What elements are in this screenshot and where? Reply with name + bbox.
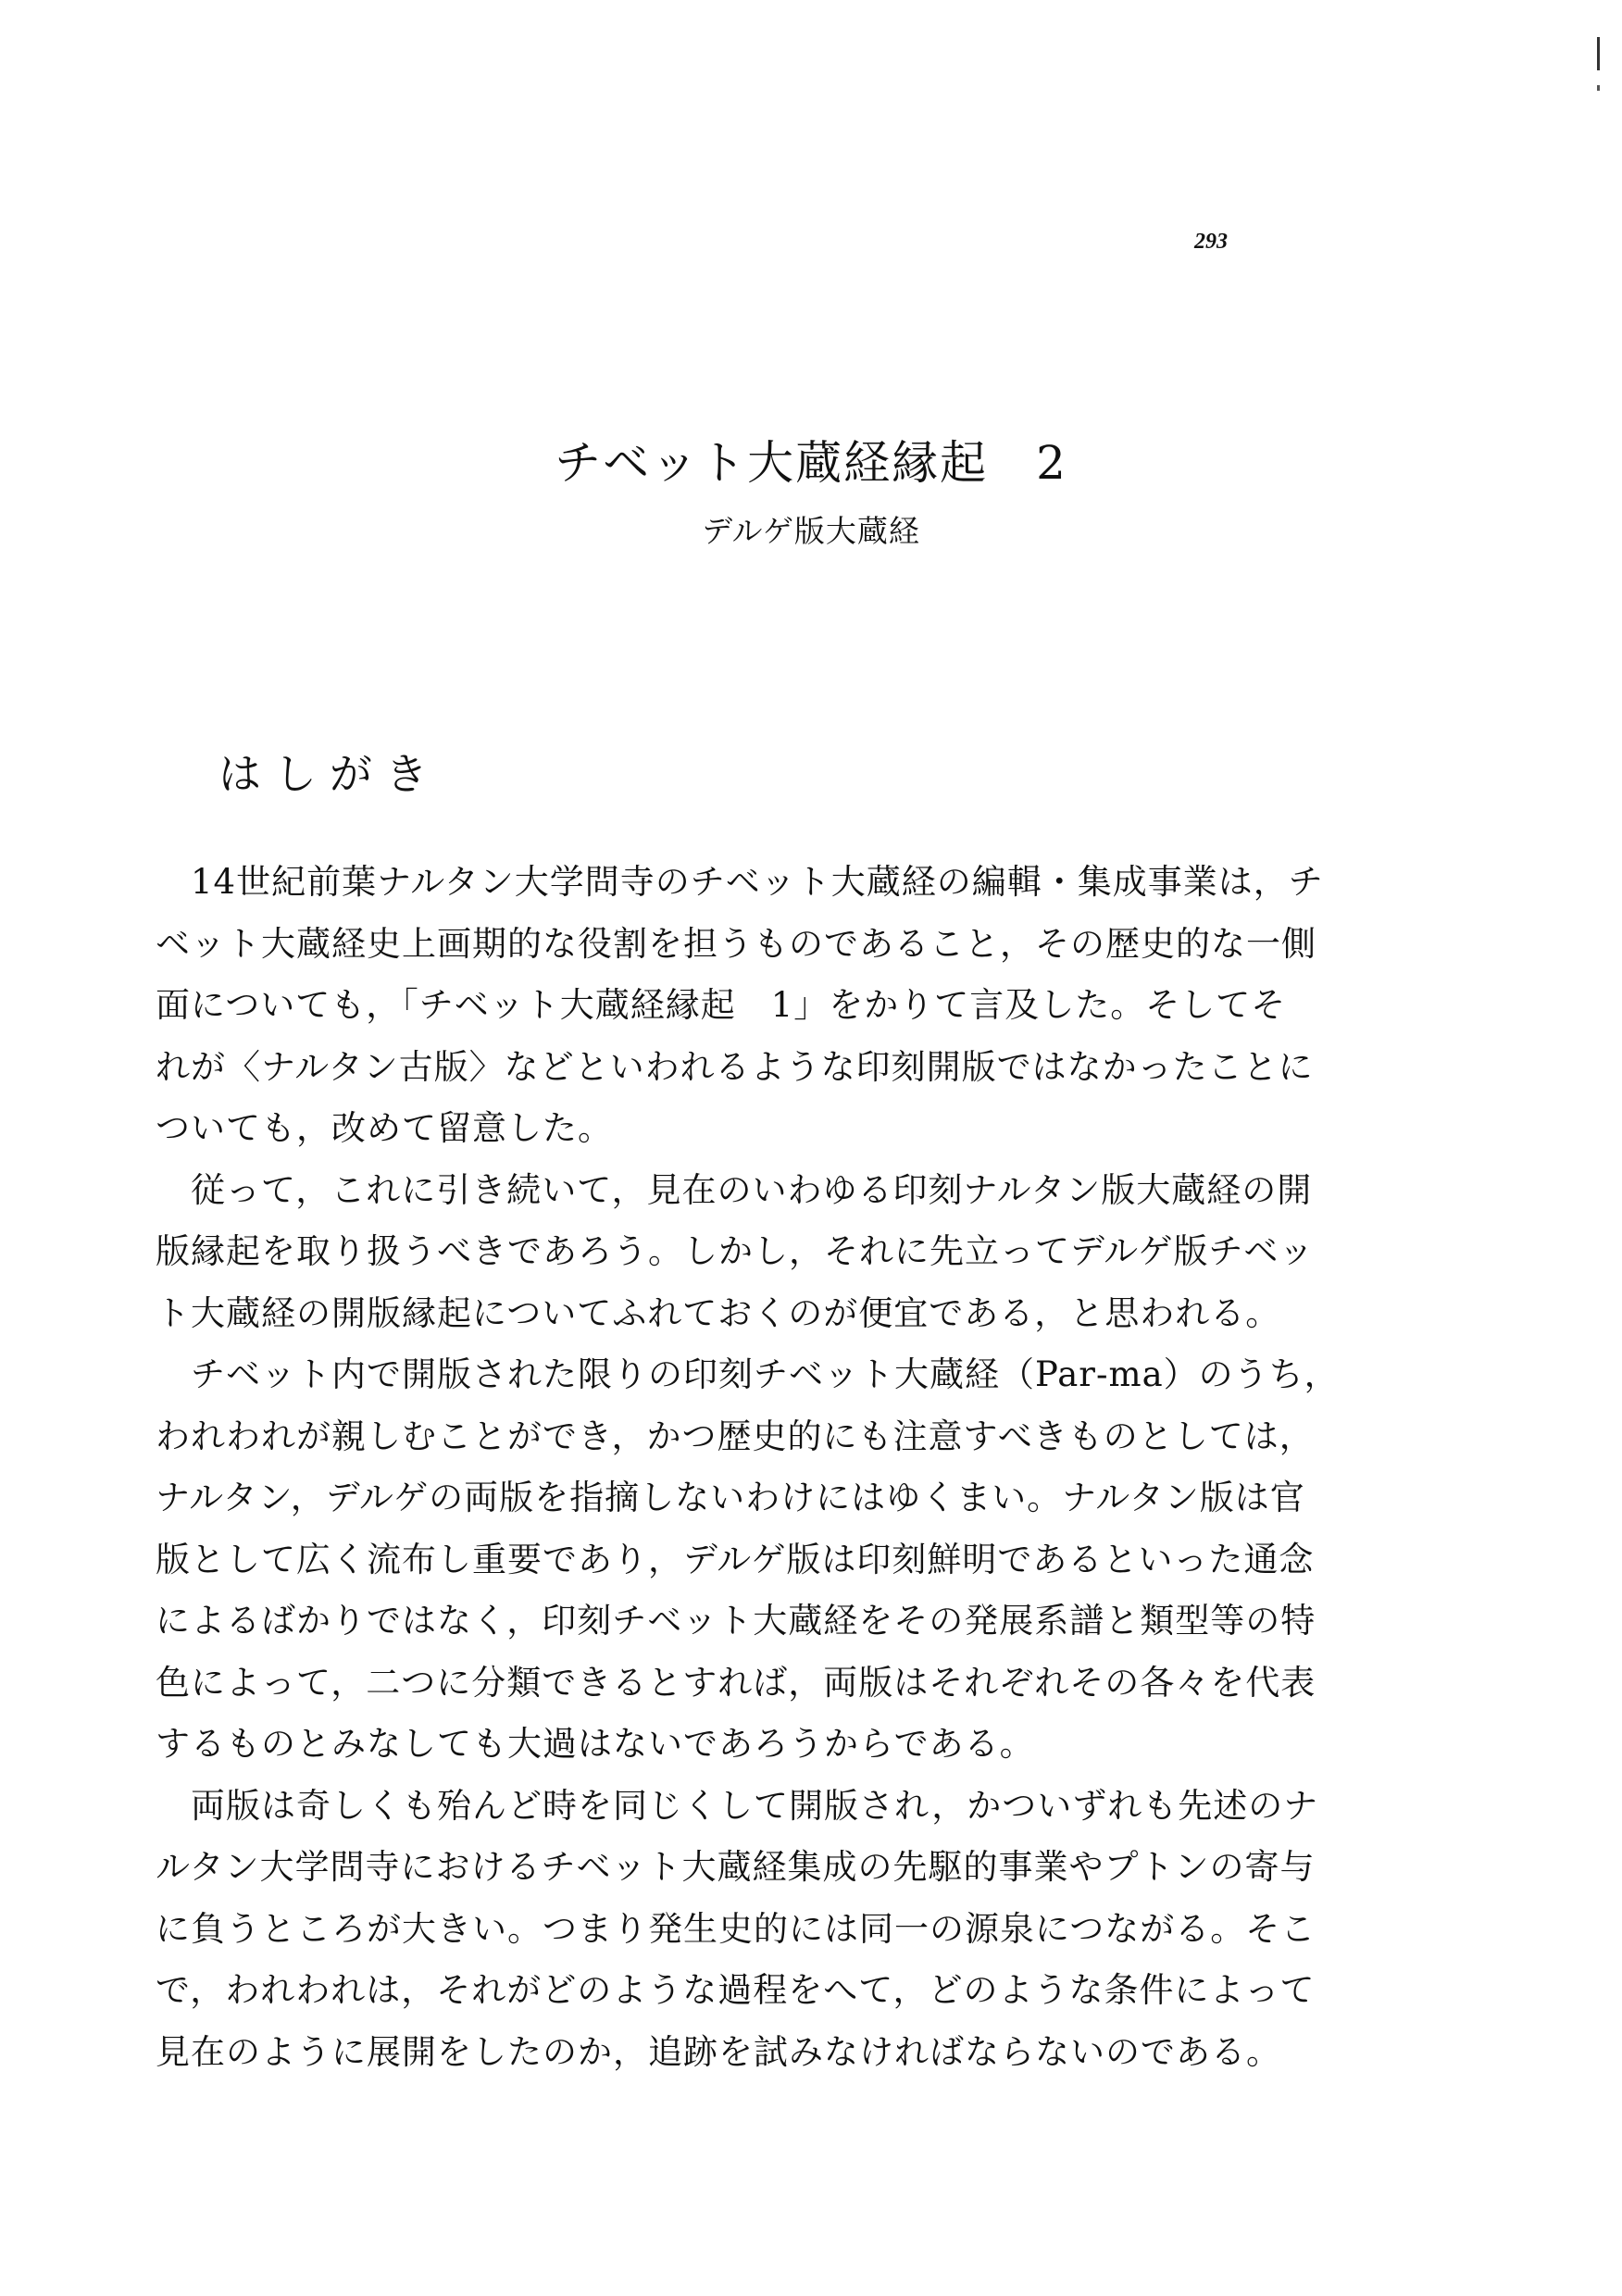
body-line: 色によって，二つに分類できるとすれば，両版はそれぞれその各々を代表 [156, 1662, 1316, 1703]
body-line: するものとみなしても大過はないであろうからである。 [156, 1724, 1035, 1764]
margin-mark [1597, 37, 1600, 70]
margin-mark-small [1597, 85, 1600, 91]
article-title: チベット大蔵経縁起 2 [555, 436, 1067, 490]
body-line: 14世紀前葉ナルタン大学問寺のチベット大蔵経の編輯・集成事業は，チ [156, 862, 1324, 902]
body-line: ナルタン，デルゲの両版を指摘しないわけにはゆくまい。ナルタン版は官 [156, 1478, 1305, 1517]
body-line: ルタン大学問寺におけるチベット大蔵経集成の先駆的事業やプトンの寄与 [156, 1847, 1316, 1887]
body-line: 従って，これに引き続いて，見在のいわゆる印刻ナルタン版大蔵経の開 [156, 1169, 1313, 1210]
body-text [156, 852, 1340, 2083]
body-line: ト大蔵経の開版縁起についてふれておくのが便宜である，と思われる。 [156, 1292, 1281, 1333]
body-line: れが〈ナルタン古版〉などといわれるような印刻開版ではなかったことに [156, 1046, 1314, 1087]
body-line: 面についても，「チベット大蔵経縁起 1」をかりて言及した。そしてそ [156, 985, 1287, 1025]
body-line: 見在のように展開をしたのか，追跡を試みなければならないのである。 [156, 2031, 1281, 2072]
body-line: チベット内で開版された限りの印刻チベット大蔵経（Par-ma）のうち， [156, 1354, 1340, 1394]
body-line: ベット大蔵経史上画期的な役割を担うものであること，その歴史的な一側 [156, 923, 1316, 964]
body-line: 版縁起を取り扱うべきであろう。しかし，それに先立ってデルゲ版チベッ [156, 1231, 1315, 1271]
body-line: に負うところが大きい。つまり発生史的には同一の源泉につながる。そこ [156, 1908, 1316, 1949]
body-line: で，われわれは，それがどのような過程をへて，どのような条件によって [156, 1970, 1316, 2010]
section-heading: はしがき [218, 749, 441, 799]
page-number: 293 [1194, 230, 1228, 254]
body-line: 版として広く流布し重要であり，デルゲ版は印刻鮮明であるといった通念 [156, 1539, 1315, 1579]
body-line: によるばかりではなく，印刻チベット大蔵経をその発展系譜と類型等の特 [156, 1601, 1316, 1641]
body-line: 両版は奇しくも殆んど時を同じくして開版され，かついずれも先述のナ [156, 1785, 1319, 1826]
body-line: われわれが親しむことができ，かつ歴史的にも注意すべきものとしては， [156, 1416, 1315, 1456]
body-line: ついても，改めて留意した。 [156, 1108, 613, 1148]
article-subtitle: デルゲ版大蔵経 [702, 513, 920, 549]
